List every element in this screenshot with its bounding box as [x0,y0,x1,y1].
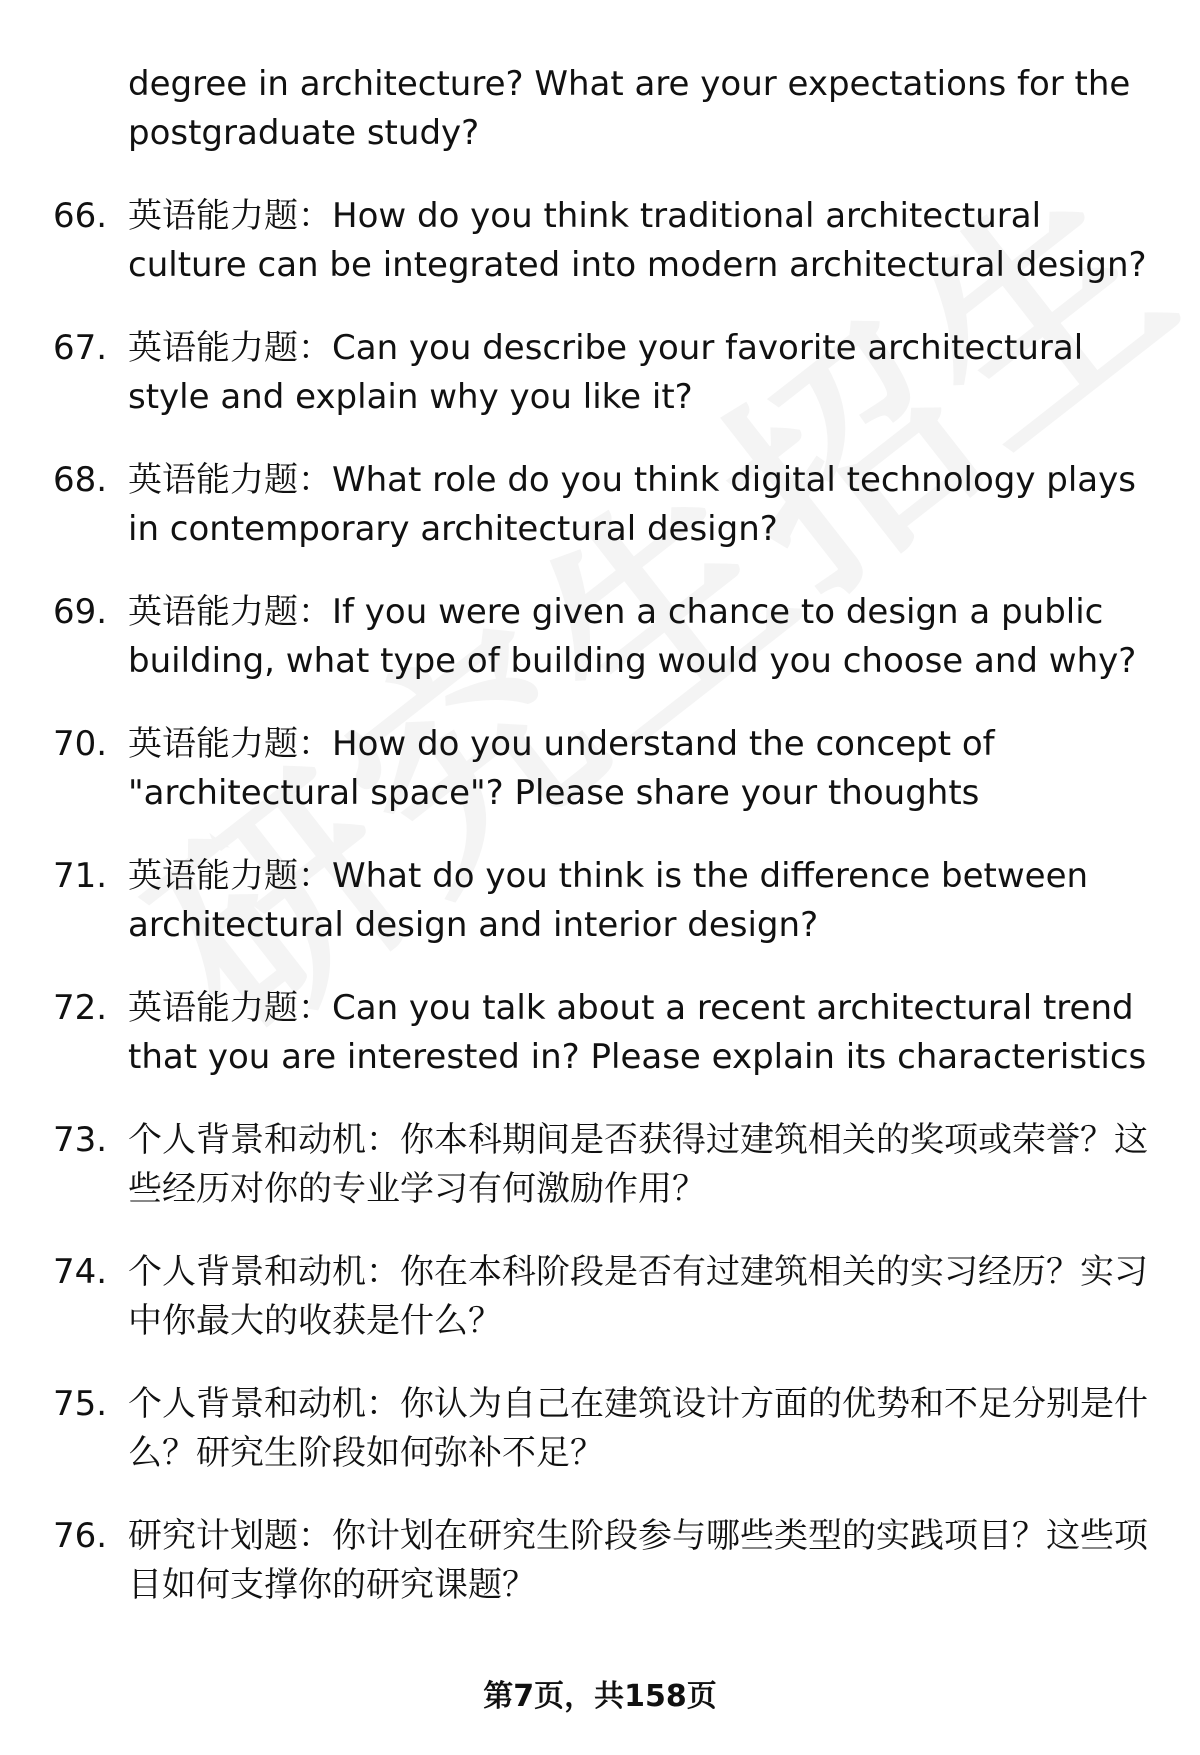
list-item [0,720,1200,852]
item-text: 个人背景和动机：你在本科阶段是否有过建筑相关的实习经历？实习中你最大的收获是什么？ [128,1252,1148,1341]
item-text: 英语能力题：Can you talk about a recent architectural trend that you are interested in? Please explain its characteristics [128,988,1147,1077]
list-item [0,1248,1200,1380]
list-item [0,588,1200,720]
item-text: 英语能力题：What role do you think digital technology plays in contemporary architectural design? [128,460,1136,549]
item-text: 英语能力题：What do you think is the difference between architectural design and interior design? [128,856,1089,945]
item-text: 个人背景和动机：你本科期间是否获得过建筑相关的奖项或荣誉？这些经历对你的专业学习有何激励作用？ [128,1120,1148,1209]
item-number: 75. [53,1384,108,1424]
page-footer: 第7页，共158页 [483,1679,717,1714]
list-item [0,192,1200,324]
item-text: 英语能力题：If you were given a chance to design a public building, what type of building would you choose and why? [128,592,1137,681]
item-number: 68. [53,460,108,500]
question-list [0,192,1200,1644]
item-number: 71. [53,856,108,896]
item-text: 英语能力题：Can you describe your favorite architectural style and explain why you like it? [128,328,1084,417]
list-item [0,1512,1200,1644]
list-item [0,456,1200,588]
list-item [0,1380,1200,1512]
item-number: 67. [53,328,108,368]
item-text: 研究计划题：你计划在研究生阶段参与哪些类型的实践项目？这些项目如何支撑你的研究课题？ [128,1516,1148,1605]
list-item [0,1116,1200,1248]
list-item [0,324,1200,456]
item-number: 69. [53,592,108,632]
item-number: 72. [53,988,108,1028]
item-number: 66. [53,196,108,236]
item-number: 76. [53,1516,108,1556]
list-item [0,852,1200,984]
item-text: 英语能力题：How do you think traditional architectural culture can be integrated into modern architectural design? [128,196,1147,285]
continued-question-text: degree in architecture? What are your expectations for the postgraduate study? [128,64,1131,153]
item-text: 英语能力题：How do you understand the concept of "architectural space"? Please share your thoughts [128,724,995,813]
item-number: 73. [53,1120,108,1160]
item-number: 70. [53,724,108,764]
item-text: 个人背景和动机：你认为自己在建筑设计方面的优势和不足分别是什么？研究生阶段如何弥补不足？ [128,1384,1148,1473]
item-number: 74. [53,1252,108,1292]
list-item [0,984,1200,1116]
